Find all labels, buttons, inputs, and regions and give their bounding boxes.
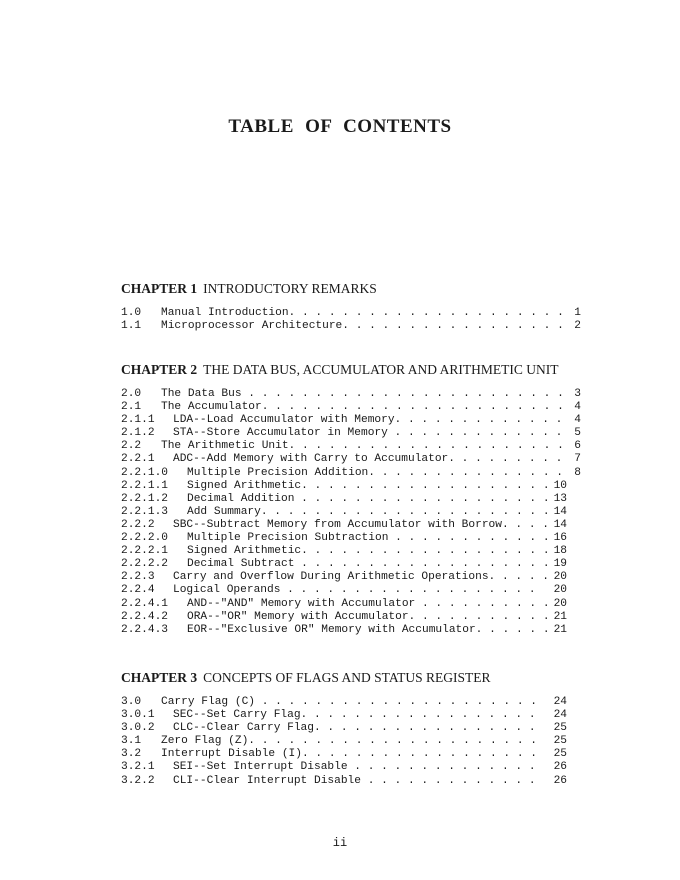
page-ref: 26 xyxy=(553,774,567,787)
toc-entry[interactable] xyxy=(121,519,581,532)
toc-entry[interactable] xyxy=(121,506,581,519)
page-ref: 19 xyxy=(553,558,567,571)
page-ref: 20 xyxy=(553,584,567,597)
page-ref: 25 xyxy=(553,735,567,748)
section-number: 2.2 xyxy=(121,440,142,453)
toc-entry[interactable] xyxy=(121,748,581,761)
section-title: Interrupt Disable (I). . . . . . . . . . . . . . . . . . xyxy=(161,748,537,761)
section-title: SBC--Subtract Memory from Accumulator with Borrow. . . . xyxy=(173,518,549,531)
section-title: Logical Operands . . . . . . . . . . . . . . . . . . . xyxy=(173,584,536,597)
section-number: 2.2.1 xyxy=(121,453,155,466)
section-number: 2.2.1.0 xyxy=(121,466,168,479)
toc-entry[interactable] xyxy=(121,775,581,788)
toc-entry[interactable] xyxy=(121,545,581,558)
toc-entry[interactable] xyxy=(121,584,581,597)
page-ref: 3 xyxy=(574,388,581,400)
section-title: The Data Bus . . . . . . . . . . . . . . . . . . . . . . . . xyxy=(161,388,564,400)
section-title: ORA--"OR" Memory with Accumulator. . . . . . . . . . . xyxy=(187,610,550,623)
section-number: 2.2.2.1 xyxy=(121,545,168,558)
section-title: EOR--"Exclusive OR" Memory with Accumulator. . . . . . xyxy=(187,623,550,636)
page-ref: 1 xyxy=(574,307,581,319)
section-number: 3.2 xyxy=(121,748,142,761)
toc-entry[interactable] xyxy=(121,401,581,414)
toc-entry[interactable] xyxy=(121,480,581,493)
section-title: LDA--Load Accumulator with Memory. . . . . . . . . . . . . xyxy=(173,414,563,427)
chapter-heading xyxy=(121,670,581,686)
chapter-title: THE DATA BUS, ACCUMULATOR AND ARITHMETIC UNIT xyxy=(203,362,559,377)
section-title: CLC--Clear Carry Flag. . . . . . . . . . . . . . . . . xyxy=(173,722,536,735)
toc-entry[interactable] xyxy=(121,761,581,774)
section-title: Zero Flag (Z). . . . . . . . . . . . . . . . . . . . . . xyxy=(161,735,537,748)
page-ref: 10 xyxy=(553,479,567,492)
section-number: 2.2.2.2 xyxy=(121,558,168,571)
page-ref: 16 xyxy=(553,532,567,545)
section-title: The Arithmetic Unit. . . . . . . . . . . . . . . . . . . . . xyxy=(161,440,564,453)
page-ref: 26 xyxy=(553,761,567,774)
toc-entry[interactable] xyxy=(121,624,581,637)
toc-entry[interactable] xyxy=(121,532,581,545)
section-number: 2.2.1.1 xyxy=(121,479,168,492)
section-number: 2.1.1 xyxy=(121,414,155,427)
page-ref: 2 xyxy=(574,320,581,333)
section-title: Add Summary. . . . . . . . . . . . . . . . . . . . . . xyxy=(187,505,550,518)
chapter-heading xyxy=(121,362,581,378)
chapter-title: INTRODUCTORY REMARKS xyxy=(203,281,377,296)
page-title: TABLE OF CONTENTS xyxy=(228,116,452,137)
toc-entry[interactable] xyxy=(121,467,581,480)
section-number: 2.2.4.1 xyxy=(121,597,168,610)
toc-entry[interactable] xyxy=(121,598,581,611)
toc-entry[interactable] xyxy=(121,440,581,453)
section-number: 2.2.4 xyxy=(121,584,155,597)
section-number: 3.0.1 xyxy=(121,709,155,722)
page-number: ii xyxy=(332,836,348,850)
section-number: 3.1 xyxy=(121,735,142,748)
toc-entry[interactable] xyxy=(121,307,581,320)
section-title: The Accumulator. . . . . . . . . . . . . . . . . . . . . . . xyxy=(161,401,564,414)
section-number: 3.0.2 xyxy=(121,722,155,735)
page-ref: 6 xyxy=(574,440,581,453)
section-title: AND--"AND" Memory with Accumulator . . . . . . . . . . xyxy=(187,597,550,610)
page-ref: 5 xyxy=(574,427,581,440)
toc-entry[interactable] xyxy=(121,722,581,735)
chapter-label: CHAPTER 2 xyxy=(121,362,198,377)
section-number: 2.0 xyxy=(121,388,142,400)
section-number: 2.2.3 xyxy=(121,571,155,584)
page-ref: 24 xyxy=(553,696,567,708)
page-ref: 25 xyxy=(553,722,567,735)
section-title: STA--Store Accumulator in Memory . . . . . . . . . . . . . xyxy=(173,427,563,440)
chapter-title: CONCEPTS OF FLAGS AND STATUS REGISTER xyxy=(203,670,491,685)
section-number: 1.0 xyxy=(121,307,142,319)
page-ref: 25 xyxy=(553,748,567,761)
toc-entry[interactable] xyxy=(121,611,581,624)
section-number: 2.2.1.3 xyxy=(121,505,168,518)
toc-entry[interactable] xyxy=(121,493,581,506)
page-ref: 4 xyxy=(574,414,581,427)
section-number: 2.1.2 xyxy=(121,427,155,440)
page-ref: 4 xyxy=(574,401,581,414)
toc-entry[interactable] xyxy=(121,558,581,571)
chapter-2-section xyxy=(121,362,581,637)
chapter-label: CHAPTER 3 xyxy=(121,670,198,685)
page-ref: 8 xyxy=(574,466,581,479)
section-title: SEC--Set Carry Flag. . . . . . . . . . . . . . . . . . xyxy=(173,709,536,722)
section-title: Multiple Precision Subtraction . . . . . . . . . . . . xyxy=(187,532,550,545)
page-ref: 18 xyxy=(553,545,567,558)
page-ref: 7 xyxy=(574,453,581,466)
toc-entry[interactable] xyxy=(121,735,581,748)
toc-entry[interactable] xyxy=(121,571,581,584)
section-number: 2.2.4.3 xyxy=(121,623,168,636)
page-ref: 14 xyxy=(553,518,567,531)
section-title: Carry Flag (C) . . . . . . . . . . . . . . . . . . . . . xyxy=(161,696,537,708)
section-title: Multiple Precision Addition. . . . . . . . . . . . . . . xyxy=(187,466,563,479)
chapter-3-section xyxy=(121,670,581,788)
chapter-label: CHAPTER 1 xyxy=(121,281,198,296)
chapter-heading xyxy=(121,281,581,297)
section-title: Carry and Overflow During Arithmetic Operations. . . . . xyxy=(173,571,549,584)
page-ref: 21 xyxy=(553,623,567,636)
section-number: 2.2.2 xyxy=(121,518,155,531)
toc-entry[interactable] xyxy=(121,320,581,333)
toc-entry[interactable] xyxy=(121,414,581,427)
page-ref: 21 xyxy=(553,610,567,623)
section-number: 1.1 xyxy=(121,320,142,333)
toc-entry[interactable] xyxy=(121,453,581,466)
section-title: Microprocessor Architecture. . . . . . . . . . . . . . . . . xyxy=(161,320,564,333)
section-number: 3.2.2 xyxy=(121,774,155,787)
section-title: CLI--Clear Interrupt Disable . . . . . . . . . . . . . xyxy=(173,774,536,787)
section-number: 2.2.2.0 xyxy=(121,532,168,545)
chapter-1-section xyxy=(121,281,581,333)
page-ref: 20 xyxy=(553,597,567,610)
section-title: Signed Arithmetic. . . . . . . . . . . . . . . . . . . xyxy=(187,545,550,558)
section-title: ADC--Add Memory with Carry to Accumulator. . . . . . . . . xyxy=(173,453,563,466)
section-title: Decimal Subtract . . . . . . . . . . . . . . . . . . . xyxy=(187,558,550,571)
page-ref: 14 xyxy=(553,505,567,518)
page-ref: 24 xyxy=(553,709,567,722)
section-title: Signed Arithmetic. . . . . . . . . . . . . . . . . . . xyxy=(187,479,550,492)
page-ref: 13 xyxy=(553,492,567,505)
section-number: 3.0 xyxy=(121,696,142,708)
section-number: 2.1 xyxy=(121,401,142,414)
section-number: 2.2.1.2 xyxy=(121,492,168,505)
toc-entry[interactable] xyxy=(121,427,581,440)
section-number: 3.2.1 xyxy=(121,761,155,774)
section-title: Manual Introduction. . . . . . . . . . . . . . . . . . . . . xyxy=(161,307,564,319)
page-ref: 20 xyxy=(553,571,567,584)
toc-entry[interactable] xyxy=(121,696,581,709)
section-number: 2.2.4.2 xyxy=(121,610,168,623)
toc-entry[interactable] xyxy=(121,709,581,722)
toc-entry[interactable] xyxy=(121,388,581,401)
section-title: SEI--Set Interrupt Disable . . . . . . . . . . . . . . xyxy=(173,761,536,774)
section-title: Decimal Addition . . . . . . . . . . . . . . . . . . . xyxy=(187,492,550,505)
